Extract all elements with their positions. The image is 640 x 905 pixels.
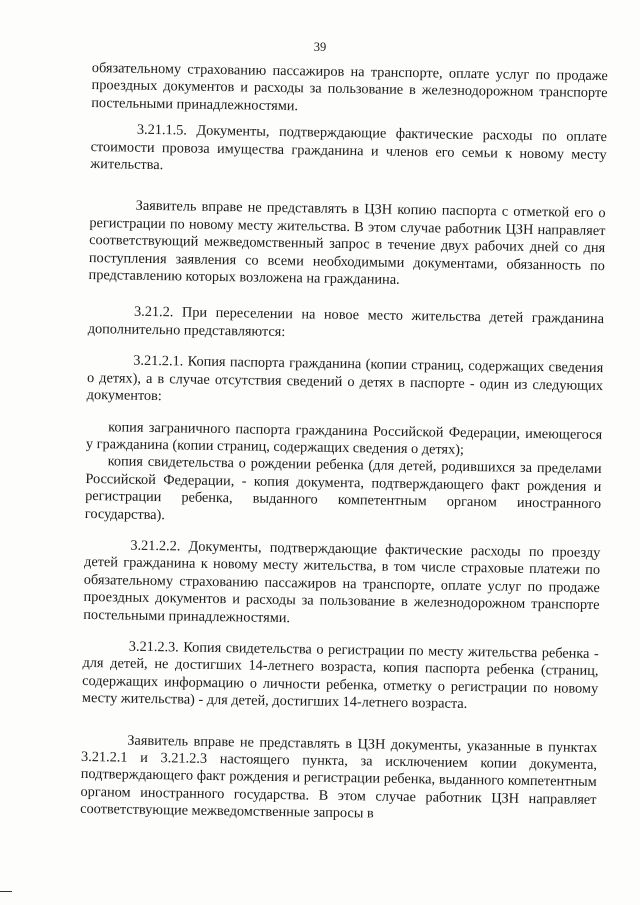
document-body (80, 60, 608, 827)
paragraph-3-21-2: 3.21.2. При переселении на новое место жительства детей гражданина дополнительно представляются: (87, 304, 605, 340)
paragraph-3-21-1-5: 3.21.1.5. Документы, подтверждающие фактические расходы по оплате стоимости провоза имущества гражданина и членов его семьи к новому месту жительства. (90, 121, 607, 174)
paragraph-3-21-2-1: 3.21.2.1. Копия паспорта гражданина (копии страниц, содержащих сведения о детях), а в случае отсутствия сведений о детях в паспорте - один из следующих документов: (86, 352, 604, 405)
paragraph-3-21-2-2: 3.21.2.2. Документы, подтверждающие фактические расходы по проезду детей гражданина к новому месту жительства, в том числе страховые платежи по обязательному страхованию пассажиров на транспорте, оплате услуг по продаже проездных документов и расходы за пользование в железнодорожном транспорте постельными принадлежностями. (83, 537, 601, 626)
paragraph-applicant-passport: Заявитель вправе не представлять в ЦЗН копию паспорта с отметкой его о регистрации по новому месту жительства. В этом случае работник ЦЗН направляет соответствующий межведомственный запрос в течение двух рабочих дней со дня поступления заявления со всеми необходимыми документами, обязанность по представлению которых возложена на гражданина. (88, 198, 606, 288)
paragraph-foreign-passport: копия заграничного паспорта гражданина Российской Федерации, имеющегося у гражданина (копии страниц, содержащих сведения о детях); (85, 418, 603, 458)
page-number: 39 (313, 40, 327, 54)
paragraph-3-21-2-3: 3.21.2.3. Копия свидетельства о регистрации по месту жительства ребенка - для детей, не достигших 14-летнего возраста, копия паспорта ребенка (страниц, содержащих информацию о личности ребенка, отметку о регистрации по новому месту жительства) - для детей, достигших 14-летнего возраста. (81, 638, 599, 713)
paragraph-applicant-documents: Заявитель вправе не представлять в ЦЗН документы, указанные в пунктах 3.21.2.1 и 3.21.2.3 настоящего пункта, за исключением копии документа, подтверждающего факт рождения и регистрации ребенка, выданного компетентным органом иностранного государства. В этом случае работник ЦЗН направляет соответствующие межведомственные запросы в (80, 732, 598, 822)
paragraph-birth-certificate: копия свидетельства о рождении ребенка (для детей, родившихся за пределами Российской Федерации, - копия документа, подтверждающего факт рождения и регистрации ребенка, выданного компетентным органом иностранного государства). (84, 453, 602, 523)
margin-mark (0, 891, 12, 892)
paragraph-continuation: обязательному страхованию пассажиров на транспорте, оплате услуг по продаже проездных документов и расходы за пользование в железнодорожном транспорте постельными принадлежностями. (91, 60, 608, 115)
